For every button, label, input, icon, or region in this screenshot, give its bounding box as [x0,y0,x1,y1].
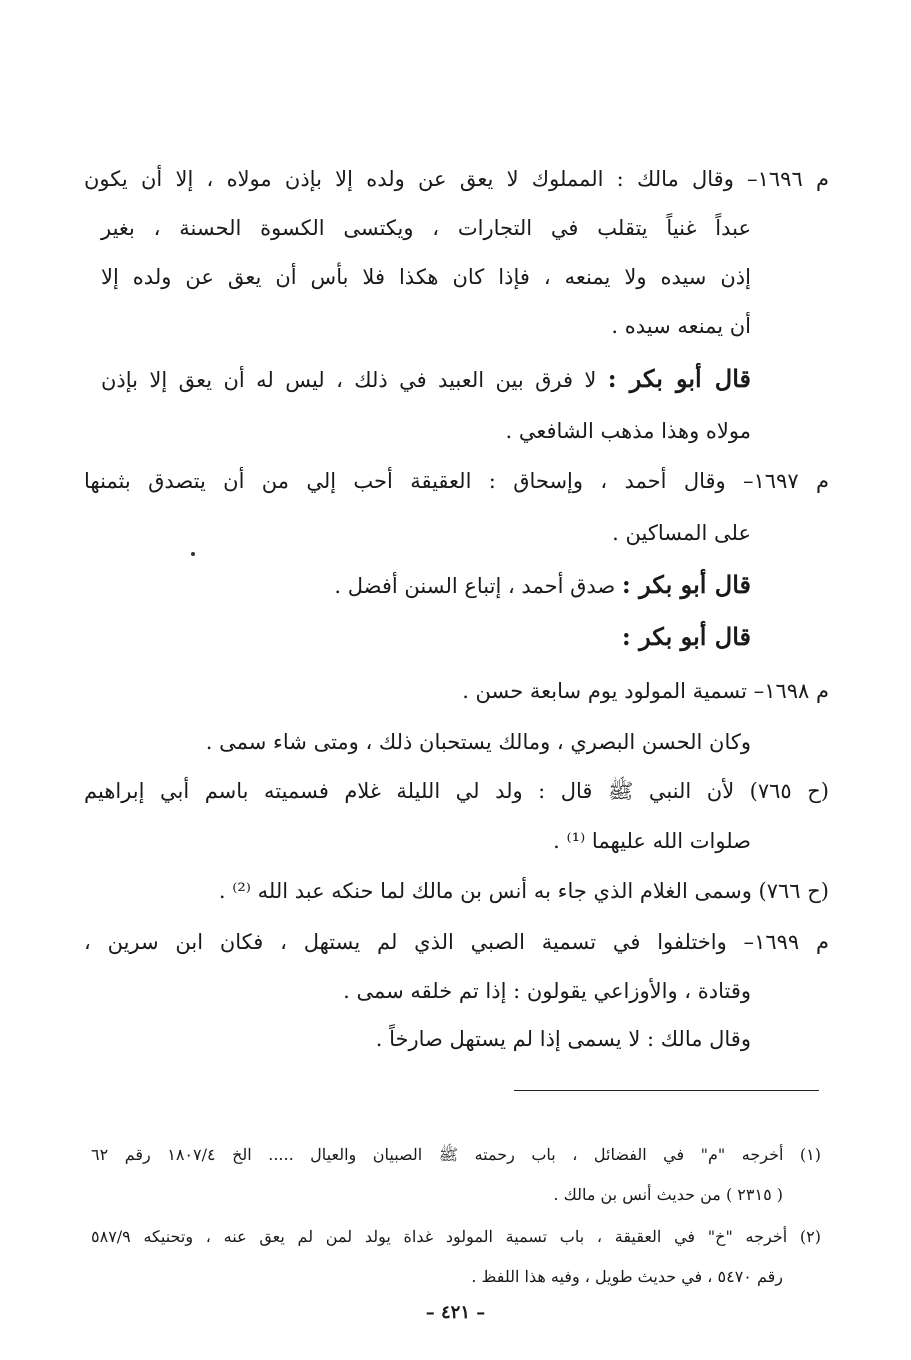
hadith-766-line-1: (ح ٧٦٦) وسمى الغلام الذي جاء به أنس بن مالك لما حنكه عبد الله ⁽²⁾ . [218,879,829,903]
entry-1696-line-3: إذن سيده ولا يمنعه ، فإذا كان هكذا فلا بأس أن يعق عن ولده إلا [101,265,751,289]
entry-1697-line-1: م ١٦٩٧– وقال أحمد ، وإسحاق : العقيقة أحب إلي من أن يتصدق بثمنها [84,469,829,493]
entry-1699-line-1: م ١٦٩٩– واختلفوا في تسمية الصبي الذي لم يستهل ، فكان ابن سرين ، [84,930,829,954]
page-number: – ٤٢١ – [425,1302,486,1323]
entry-1696-line-4: أن يمنعه سيده . [611,314,751,338]
abu-bakr-heading: قال أبو بكر : [621,622,751,651]
footnote-2-line-2: رقم ٥٤٧٠ ، في حديث طويل ، وفيه هذا اللفظ . [471,1267,783,1286]
entry-1697-line-2: على المساكين . [612,521,751,545]
abu-bakr-heading: قال أبو بكر : [621,570,751,599]
entry-1699-line-3: وقال مالك : لا يسمى إذا لم يستهل صارخاً . [375,1027,751,1051]
abu-bakr-comment-3 [622,622,751,653]
abu-bakr-comment-1-line-2: مولاه وهذا مذهب الشافعي . [505,419,751,443]
abu-bakr-text: لا فرق بين العبيد في ذلك ، ليس له أن يعق إلا بإذن [101,368,597,392]
entry-1696-line-2: عبداً غنياً يتقلب في التجارات ، ويكتسى الكسوة الحسنة ، بغير [101,216,751,240]
entry-1699-line-2: وقتادة ، والأوزاعي يقولون : إذا تم خلقه سمى . [343,979,751,1003]
abu-bakr-text: صدق أحمد ، إتباع السنن أفضل . [334,574,616,598]
entry-1696-line-1: م ١٦٩٦– وقال مالك : المملوك لا يعق عن ولده إلا بإذن مولاه ، إلا أن يكون [84,167,829,191]
footnote-1-line-1: (١) أخرجه "م" في الفضائل ، باب رحمته ﷺ الصبيان والعيال ..... الخ ١٨٠٧/٤ رقم ٦٢ [91,1145,821,1164]
footnote-divider [514,1090,819,1091]
hadith-765-line-2: صلوات الله عليهما ⁽¹⁾ . [553,829,751,853]
ink-speck [191,552,195,556]
abu-bakr-heading: قال أبو بكر : [607,364,751,393]
entry-1698-line-1: م ١٦٩٨– تسمية المولود يوم سابعة حسن . [462,679,829,703]
footnote-2-line-1: (٢) أخرجه "خ" في العقيقة ، باب تسمية المولود غداة يولد لمن لم يعق عنه ، وتحنيكه ٥٨٧/٩ [91,1227,821,1246]
abu-bakr-comment-1 [101,364,751,395]
abu-bakr-comment-2 [334,570,751,601]
footnote-1-line-2: ( ٢٣١٥ ) من حديث أنس بن مالك . [553,1185,783,1204]
entry-1698-line-2: وكان الحسن البصري ، ومالك يستحبان ذلك ، ومتى شاء سمى . [205,730,751,754]
hadith-765-line-1: (ح ٧٦٥) لأن النبي ﷺ قال : ولد لي الليلة غلام فسميته باسم أبي إبراهيم [84,779,829,803]
